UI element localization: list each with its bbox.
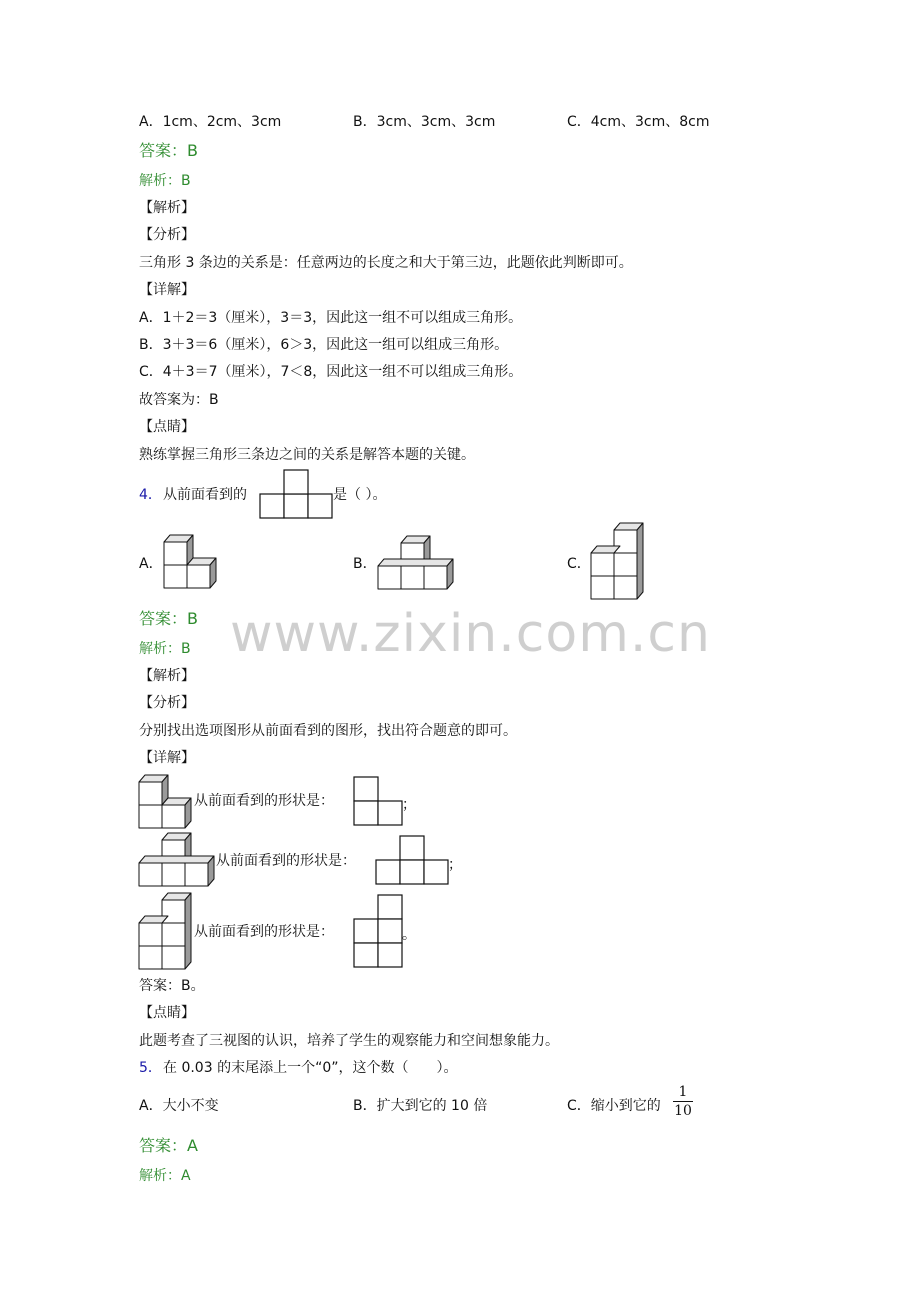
q4-analysis-label: 解析：B: [139, 641, 191, 657]
q3-detail-a: A．1＋2＝3（厘米），3＝3，因此这一组不可以组成三角形。: [139, 310, 523, 326]
detail-a-view: [353, 776, 405, 827]
q4-option-b-cubes: [377, 535, 457, 591]
q4-tag-jiexi: 【解析】: [139, 668, 195, 684]
fraction-bar: [673, 1101, 693, 1102]
q3-fenxi-text: 三角形 3 条边的关系是：任意两边的长度之和大于第三边，此题依此判断即可。: [139, 255, 633, 271]
watermark: www.zixin.com.cn: [230, 604, 711, 664]
q4-option-a-cubes: [162, 532, 222, 590]
q3-option-a: A．1cm、2cm、3cm: [139, 114, 282, 130]
q5-analysis-label: 解析：A: [139, 1168, 191, 1184]
q4-number: 4．: [139, 487, 162, 503]
q4-option-c-cubes: [590, 522, 648, 602]
q5-answer: [139, 1137, 198, 1155]
detail-b-text: 从前面看到的形状是：: [216, 853, 356, 869]
fraction-denominator: 10: [674, 1103, 692, 1119]
detail-c-sep: 。: [402, 927, 416, 943]
detail-a-cubes: [138, 773, 194, 829]
q3-tag-dianjing: 【点睛】: [139, 419, 195, 435]
q3-answer: [139, 142, 198, 160]
q5-option-c-fraction: [673, 1084, 693, 1119]
answer-label: 答案：: [139, 1136, 188, 1155]
q4-tag-xiangjie: 【详解】: [139, 750, 195, 766]
q4-tag-fenxi: 【分析】: [139, 695, 195, 711]
q3-dianjing-text: 熟练掌握三角形三条边之间的关系是解答本题的关键。: [139, 447, 475, 463]
q5-option-a: A．大小不变: [139, 1098, 219, 1114]
q4-answer: [139, 610, 198, 628]
answer-value: B: [187, 609, 198, 628]
q3-option-b: B．3cm、3cm、3cm: [353, 114, 496, 130]
q4-option-a-label: A．: [139, 556, 163, 572]
q5-option-c: C．缩小到它的: [567, 1098, 661, 1114]
q5-option-b: B．扩大到它的 10 倍: [353, 1098, 488, 1114]
answer-label: 答案：: [139, 141, 188, 160]
answer-value: B: [187, 141, 198, 160]
q4-option-b-label: B．: [353, 556, 377, 572]
detail-c-text: 从前面看到的形状是：: [194, 924, 334, 940]
detail-a-sep: ；: [402, 797, 416, 813]
q3-tag-jiexi: 【解析】: [139, 200, 195, 216]
q3-tag-xiangjie: 【详解】: [139, 282, 195, 298]
detail-c-cubes: [138, 892, 194, 970]
detail-b-cubes: [138, 832, 218, 888]
q3-conclusion: 故答案为：B: [139, 392, 219, 408]
detail-a-text: 从前面看到的形状是：: [194, 793, 334, 809]
q5-number: 5．: [139, 1060, 162, 1076]
detail-c-view: [353, 894, 405, 969]
q4-conclusion: 答案：B。: [139, 978, 205, 994]
q3-detail-c: C．4＋3＝7（厘米），7＜8，因此这一组不可以组成三角形。: [139, 364, 523, 380]
q3-detail-b: B．3＋3＝6（厘米），6＞3，因此这一组可以组成三角形。: [139, 337, 509, 353]
q4-fenxi-text: 分别找出选项图形从前面看到的图形，找出符合题意的即可。: [139, 723, 517, 739]
answer-value: A: [187, 1136, 198, 1155]
q3-tag-fenxi: 【分析】: [139, 227, 195, 243]
answer-label: 答案：: [139, 609, 188, 628]
q4-tag-dianjing: 【点睛】: [139, 1005, 195, 1021]
q3-option-c: C．4cm、3cm、8cm: [567, 114, 710, 130]
q4-front-view-figure: [259, 469, 333, 519]
q3-analysis-label: 解析：B: [139, 173, 191, 189]
detail-b-view: [375, 835, 451, 886]
detail-b-sep: ；: [448, 857, 462, 873]
q4-stem-before: 从前面看到的: [163, 487, 247, 503]
fraction-numerator: 1: [678, 1084, 688, 1100]
q5-stem: 在 0.03 的末尾添上一个“0”，这个数（ ）。: [163, 1060, 458, 1076]
q4-dianjing-text: 此题考查了三视图的认识，培养了学生的观察能力和空间想象能力。: [139, 1033, 559, 1049]
q4-option-c-label: C．: [567, 556, 591, 572]
q4-stem-after: 是（ ）。: [333, 487, 387, 503]
